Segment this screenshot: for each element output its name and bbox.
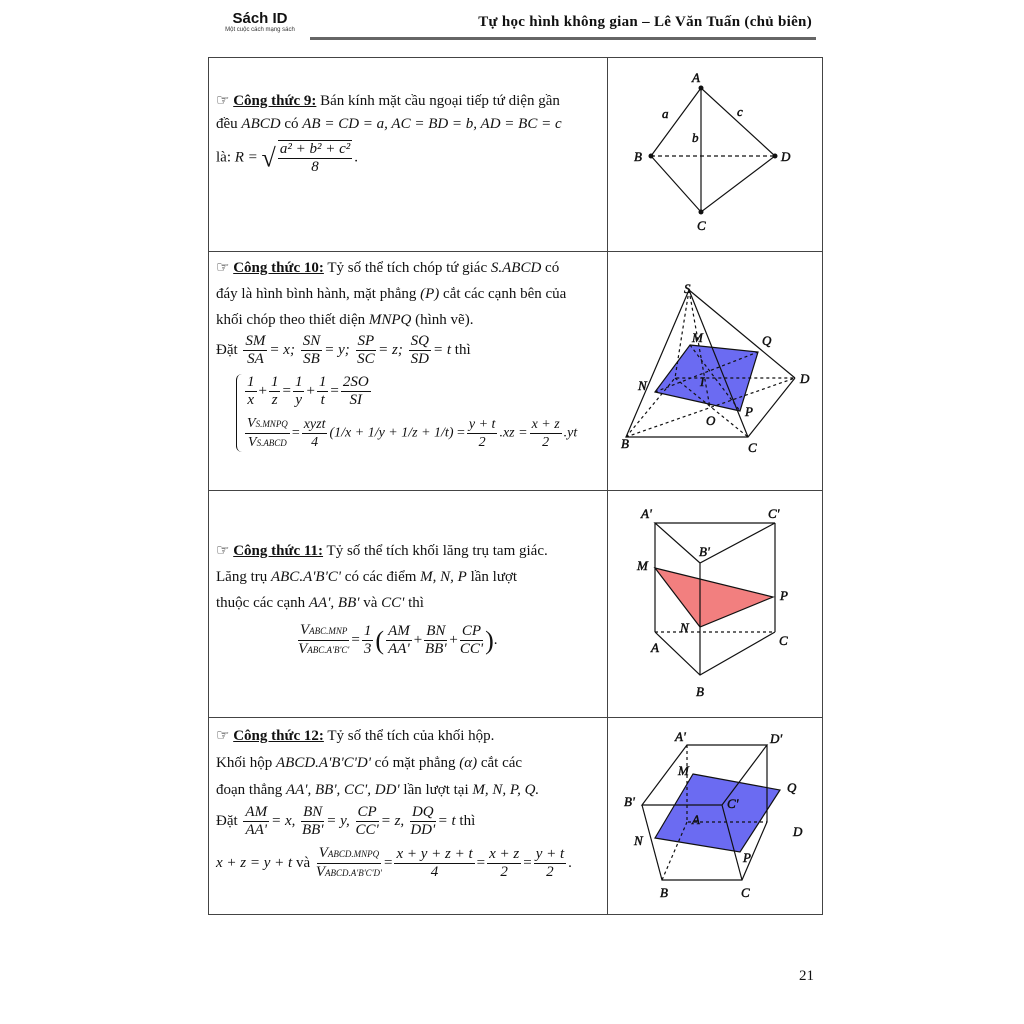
page-number: 21 (799, 968, 814, 984)
math: (1/x + 1/y + 1/z + 1/t) (329, 425, 454, 441)
label: Q (762, 333, 772, 348)
label: C (741, 885, 750, 900)
math: V (247, 416, 256, 431)
numerator: 1 (318, 374, 327, 390)
text: Lăng trụ (216, 569, 268, 585)
numerator: CP (357, 804, 377, 820)
denominator: x (247, 392, 255, 408)
numerator: a² + b² + c² (279, 141, 351, 157)
formula-9: ☞ Công thức 9: Bán kính mặt cầu ngoại tiếp tứ diện gần đều ABCD có AB = CD = a, AC = BD = b, AD = BC = c là: R = √ $\frac{\text{a² + b² + c²}}{8}$ . (216, 93, 562, 175)
formula-title: Công thức 10: (233, 260, 324, 276)
math: M, N, P (420, 569, 467, 585)
text: là: (216, 149, 231, 166)
formula-title: Công thức 12: (233, 728, 324, 744)
numerator: 1 (270, 374, 279, 390)
numerator: CP (461, 623, 482, 639)
text: khối chóp theo thiết diện (216, 312, 366, 328)
math: V (300, 622, 310, 638)
label: a (662, 106, 669, 121)
label: A' (641, 506, 652, 521)
label: B (634, 149, 642, 164)
numerator: BN (426, 623, 446, 639)
math: V (248, 435, 257, 450)
math: ABCD (241, 116, 281, 132)
subscript: S.ABCD (256, 438, 287, 448)
formula-10: ☞ Công thức 10: Tỷ số thể tích chóp tứ giác S.ABCD có đáy là hình bình hành, mặt phẳng (P) cắt các cạnh bên của khối chóp theo thiết diện MNPQ (hình vẽ). Đặt $\frac{SM}{SA}$ = x; $\frac{SN}{SB}$ = y; $\frac{SP}{SC}$ = z; $\frac{SQ}{SD}$ = t thì $\frac{1}{x}$ + $\frac{1}{z}$ = $\frac{1}{y}$ + $\frac{1}{t}$ = $\frac{2SO}{SI}$ VS.MNPQ VS.ABCD = xyzt 4 (1/x + 1/y + 1/z + 1/t) = $\frac{y + t}{2}$ .xz = $\frac{x + z}{2}$ .yt (216, 255, 596, 452)
math: AA', BB' (308, 595, 360, 611)
numerator: 1 (294, 374, 303, 390)
denominator: 3 (363, 641, 372, 657)
numerator: SQ (410, 333, 429, 349)
math: = (291, 425, 300, 441)
math: V (315, 864, 326, 880)
math: = (456, 425, 465, 441)
numerator: SP (357, 333, 375, 349)
numerator: SM (245, 333, 266, 349)
math: = (282, 382, 291, 399)
label: C' (727, 796, 739, 811)
math: M, N, P, Q. (472, 782, 540, 798)
math: = z; (378, 341, 403, 358)
numerator: x + y + z + t (396, 846, 473, 862)
denominator: AA' (245, 822, 268, 838)
numerator: SN (302, 333, 321, 349)
text: có (545, 260, 560, 276)
text: thì (459, 812, 476, 829)
tetrahedron-figure (634, 70, 791, 233)
label: D (793, 824, 803, 839)
subscript: ABC.A'B'C' (307, 645, 350, 655)
numerator: x + z (489, 846, 520, 862)
text: có (284, 116, 299, 132)
label: A (692, 70, 700, 85)
numerator: y + t (468, 417, 496, 432)
label: A (692, 812, 700, 827)
label: N (680, 620, 689, 635)
text: Tỷ số thể tích khối lăng trụ tam giác. (326, 543, 548, 559)
text: đoạn thẳng (216, 782, 283, 798)
denominator: BB' (425, 641, 447, 657)
math: + (449, 631, 458, 648)
math: = t (437, 812, 456, 829)
math: + (258, 382, 267, 399)
math: = y, (326, 812, 350, 829)
parallelepiped-figure (624, 729, 803, 900)
math: R = (234, 149, 258, 166)
label: B (660, 885, 668, 900)
brand-name: Sách ID (232, 10, 288, 27)
text: Tỷ số thể tích của khối hộp. (327, 728, 495, 744)
label: N (634, 833, 643, 848)
label: C' (768, 506, 780, 521)
denominator: 8 (311, 159, 319, 175)
math: ABCD.A'B'C'D' (276, 755, 371, 771)
math: MNPQ (368, 312, 412, 328)
math: V (318, 845, 328, 861)
numerator: DQ (411, 804, 434, 820)
formula-title: Công thức 11: (233, 543, 324, 559)
text: Khối hộp (216, 755, 273, 771)
label: A' (675, 729, 686, 744)
math: + (306, 382, 315, 399)
label: N (638, 378, 647, 393)
math: .yt (563, 425, 578, 441)
subscript: ABCD.A'B'C'D' (325, 868, 382, 878)
label: C (697, 218, 706, 233)
denominator: SC (357, 351, 375, 367)
numerator: y + t (535, 846, 565, 862)
label: M (637, 558, 648, 573)
label: A (651, 640, 659, 655)
label: P (743, 850, 751, 865)
math: x + z = y + t (216, 854, 293, 871)
numerator: AM (245, 804, 268, 820)
denominator: AA' (388, 641, 410, 657)
numerator: BN (303, 804, 323, 820)
label: B (621, 436, 629, 451)
label: P (745, 404, 753, 419)
label: B' (699, 544, 710, 559)
prism-figure (636, 506, 788, 699)
label: b (692, 130, 699, 145)
brand-slogan: Một cuộc cách mạng sách (225, 27, 295, 33)
label: C (748, 440, 757, 455)
denominator: SA (247, 351, 264, 367)
text: đều (216, 116, 238, 132)
text: cắt các cạnh bên của (443, 286, 567, 302)
math: = x; (269, 341, 295, 358)
text: lần lượt (470, 569, 518, 585)
text: và (295, 854, 311, 871)
label: B (696, 684, 704, 699)
denominator: DD' (410, 822, 436, 838)
math: ABC.A'B'C' (270, 569, 342, 585)
math: V (298, 641, 308, 657)
text: và (363, 595, 378, 611)
numerator: 2SO (342, 374, 369, 390)
text: có mặt phẳng (374, 755, 456, 771)
text: thì (454, 341, 471, 358)
numerator: 1 (247, 374, 255, 390)
math: AB = CD = a, AC = BD = b, AD = BC = c (302, 116, 562, 132)
text: cắt các (480, 755, 523, 771)
math: = z, (380, 812, 405, 829)
label: B' (624, 794, 635, 809)
label: C (779, 633, 788, 648)
numerator: x + z (531, 417, 560, 432)
text: thì (408, 595, 424, 611)
math: CC' (381, 595, 405, 611)
denominator: SI (349, 392, 363, 408)
denominator: 2 (542, 435, 550, 450)
label: P (780, 588, 788, 603)
text: đáy là hình bình hành, mặt phẳng (216, 286, 417, 302)
denominator: z (271, 392, 278, 408)
label: Q (787, 780, 797, 795)
denominator: SB (303, 351, 320, 367)
label: D' (770, 731, 783, 746)
text: Bán kính mặt cầu ngoại tiếp tứ diện gần (320, 93, 560, 109)
label: S (684, 281, 691, 296)
label: O (706, 413, 716, 428)
label: M (678, 763, 689, 778)
formula-title: Công thức 9: (233, 93, 317, 109)
math: = (330, 382, 339, 399)
math: = t (432, 341, 452, 358)
denominator: BB' (301, 822, 324, 838)
text: Đặt (216, 341, 238, 358)
denominator: y (295, 392, 303, 408)
math: .xz = (499, 425, 528, 441)
pyramid-figure (621, 281, 810, 455)
denominator: 2 (546, 864, 554, 880)
running-header: Tự học hình không gian – Lê Văn Tuấn (chủ biên) (478, 14, 812, 30)
text: thuộc các cạnh (216, 595, 306, 611)
math: AA', BB', CC', DD' (285, 782, 400, 798)
label: c (737, 104, 743, 119)
formula-12: ☞ Công thức 12: Tỷ số thể tích của khối hộp. Khối hộp ABCD.A'B'C'D' có mặt phẳng (α) cắt các đoạn thẳng AA', BB', CC', DD' lần lượt tại M, N, P, Q. Đặt $\frac{AM}{AA'}$ = x, $\frac{BN}{BB'}$ = y, $\frac{CP}{CC'}$ = z, $\frac{DQ}{DD'}$ = t thì x + z = y + t và VABCD.MNPQ VABCD.A'B'C'D' = $\frac{x + y + z + t}{4}$ = $\frac{x + z}{2}$ = $\frac{y + t}{2}$ . (216, 728, 572, 880)
math: = (523, 854, 532, 871)
text: Tỷ số thể tích chóp tứ giác (327, 260, 488, 276)
math: S.ABCD (490, 260, 542, 276)
math: = y; (324, 341, 350, 358)
subscript: ABC.MNP (309, 626, 348, 636)
label: D (800, 371, 810, 386)
math: = (351, 631, 360, 648)
formula-11: ☞ Công thức 11: Tỷ số thể tích khối lăng trụ tam giác. Lăng trụ ABC.A'B'C' có các điểm M, N, P lần lượt thuộc các cạnh AA', BB' và CC' thì VABC.MNP VABC.A'B'C' = $\frac{1}{3}$ ( $\frac{AM}{AA'}$ + $\frac{BN}{BB'}$ + $\frac{CP}{CC'}$ ). (216, 543, 548, 657)
denominator: 2 (478, 435, 486, 450)
numerator: 1 (363, 623, 372, 639)
denominator: t (320, 392, 325, 408)
math: = (383, 854, 393, 871)
denominator: CC' (459, 641, 484, 657)
denominator: SD (410, 351, 429, 367)
subscript: S.MNPQ (255, 419, 288, 429)
label: M (692, 330, 703, 345)
label: D (781, 149, 791, 164)
math: (P) (420, 286, 440, 302)
denominator: 4 (430, 864, 439, 880)
label: I (700, 374, 705, 389)
math: + (413, 631, 423, 648)
text: Đặt (216, 812, 238, 829)
denominator: 2 (500, 864, 508, 880)
text: có các điểm (344, 569, 417, 585)
numerator: AM (388, 623, 410, 639)
denominator: 4 (311, 435, 319, 450)
subscript: ABCD.MNPQ (327, 849, 380, 859)
text: lần lượt tại (403, 782, 469, 798)
denominator: CC' (355, 822, 379, 838)
math: = (476, 854, 486, 871)
math: = x, (271, 812, 296, 829)
text: (hình vẽ). (415, 312, 474, 328)
numerator: xyzt (303, 417, 326, 432)
math: (α) (459, 755, 478, 771)
